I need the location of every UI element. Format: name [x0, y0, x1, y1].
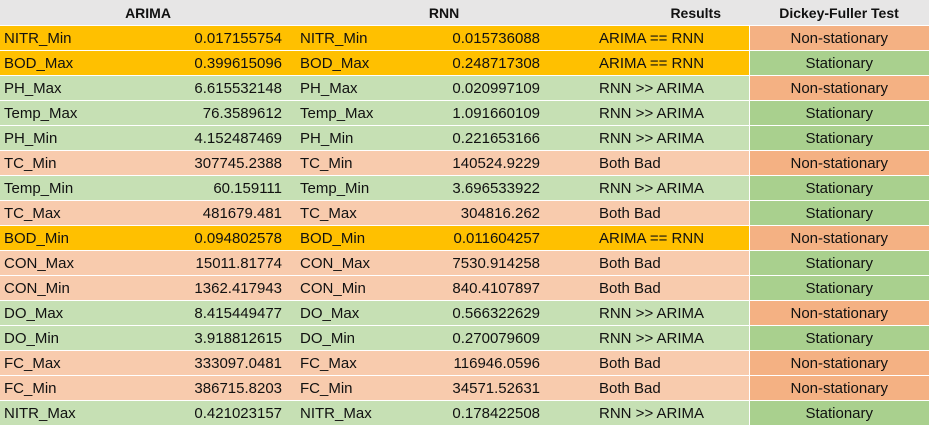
rnn-value: 0.015736088 — [400, 26, 592, 51]
rnn-value: 0.270079609 — [400, 326, 592, 351]
arima-variable: NITR_Min — [0, 26, 104, 51]
dickey-fuller-result: Non-stationary — [749, 151, 929, 176]
rnn-variable: NITR_Min — [296, 26, 400, 51]
result-label: Both Bad — [592, 376, 749, 401]
table-row — [0, 376, 929, 401]
header-results: Results — [592, 0, 749, 26]
rnn-variable: BOD_Min — [296, 226, 400, 251]
arima-variable: BOD_Max — [0, 51, 104, 76]
arima-variable: Temp_Min — [0, 176, 104, 201]
rnn-value: 116946.0596 — [400, 351, 592, 376]
dickey-fuller-result: Non-stationary — [749, 76, 929, 101]
dickey-fuller-result: Non-stationary — [749, 226, 929, 251]
rnn-variable: CON_Max — [296, 251, 400, 276]
rnn-variable: CON_Min — [296, 276, 400, 301]
arima-value: 0.017155754 — [104, 26, 296, 51]
arima-value: 6.615532148 — [104, 76, 296, 101]
result-label: Both Bad — [592, 201, 749, 226]
rnn-variable: PH_Min — [296, 126, 400, 151]
table-row — [0, 76, 929, 101]
result-label: Both Bad — [592, 276, 749, 301]
result-label: ARIMA == RNN — [592, 226, 749, 251]
result-label: Both Bad — [592, 151, 749, 176]
rnn-variable: TC_Max — [296, 201, 400, 226]
rnn-variable: DO_Max — [296, 301, 400, 326]
arima-variable: TC_Max — [0, 201, 104, 226]
arima-value: 4.152487469 — [104, 126, 296, 151]
arima-value: 3.918812615 — [104, 326, 296, 351]
arima-variable: PH_Max — [0, 76, 104, 101]
dickey-fuller-result: Stationary — [749, 276, 929, 301]
rnn-value: 1.091660109 — [400, 101, 592, 126]
arima-value: 0.421023157 — [104, 401, 296, 426]
dickey-fuller-result: Non-stationary — [749, 376, 929, 401]
arima-variable: BOD_Min — [0, 226, 104, 251]
arima-variable: CON_Min — [0, 276, 104, 301]
table-row — [0, 26, 929, 51]
table-row — [0, 276, 929, 301]
rnn-variable: PH_Max — [296, 76, 400, 101]
dickey-fuller-result: Stationary — [749, 201, 929, 226]
rnn-value: 0.020997109 — [400, 76, 592, 101]
result-label: Both Bad — [592, 351, 749, 376]
dickey-fuller-result: Stationary — [749, 176, 929, 201]
header-rnn: RNN — [296, 0, 592, 26]
arima-variable: Temp_Max — [0, 101, 104, 126]
arima-value: 307745.2388 — [104, 151, 296, 176]
arima-value: 8.415449477 — [104, 301, 296, 326]
arima-variable: DO_Max — [0, 301, 104, 326]
dickey-fuller-result: Stationary — [749, 101, 929, 126]
table-row — [0, 51, 929, 76]
rnn-value: 0.178422508 — [400, 401, 592, 426]
arima-value: 0.094802578 — [104, 226, 296, 251]
rnn-value: 0.011604257 — [400, 226, 592, 251]
rnn-variable: FC_Max — [296, 351, 400, 376]
dickey-fuller-result: Stationary — [749, 326, 929, 351]
rnn-value: 140524.9229 — [400, 151, 592, 176]
rnn-variable: TC_Min — [296, 151, 400, 176]
rnn-variable: DO_Min — [296, 326, 400, 351]
arima-value: 0.399615096 — [104, 51, 296, 76]
arima-value: 1362.417943 — [104, 276, 296, 301]
arima-variable: NITR_Max — [0, 401, 104, 426]
result-label: RNN >> ARIMA — [592, 176, 749, 201]
rnn-value: 840.4107897 — [400, 276, 592, 301]
arima-variable: TC_Min — [0, 151, 104, 176]
header-row — [0, 0, 929, 26]
rnn-value: 3.696533922 — [400, 176, 592, 201]
table-row — [0, 351, 929, 376]
rnn-value: 0.566322629 — [400, 301, 592, 326]
arima-value: 386715.8203 — [104, 376, 296, 401]
rnn-variable: NITR_Max — [296, 401, 400, 426]
arima-variable: CON_Max — [0, 251, 104, 276]
dickey-fuller-result: Stationary — [749, 51, 929, 76]
table-row — [0, 151, 929, 176]
rnn-value: 0.248717308 — [400, 51, 592, 76]
rnn-variable: Temp_Min — [296, 176, 400, 201]
dickey-fuller-result: Non-stationary — [749, 301, 929, 326]
rnn-value: 304816.262 — [400, 201, 592, 226]
rnn-variable: BOD_Max — [296, 51, 400, 76]
result-label: RNN >> ARIMA — [592, 401, 749, 426]
table-row — [0, 401, 929, 426]
result-label: RNN >> ARIMA — [592, 126, 749, 151]
dickey-fuller-result: Non-stationary — [749, 351, 929, 376]
dickey-fuller-result: Non-stationary — [749, 26, 929, 51]
table-row — [0, 251, 929, 276]
result-label: Both Bad — [592, 251, 749, 276]
table-row — [0, 126, 929, 151]
dickey-fuller-result: Stationary — [749, 251, 929, 276]
arima-value: 481679.481 — [104, 201, 296, 226]
result-label: RNN >> ARIMA — [592, 326, 749, 351]
arima-variable: FC_Max — [0, 351, 104, 376]
table-row — [0, 226, 929, 251]
arima-value: 60.159111 — [104, 176, 296, 201]
arima-value: 76.3589612 — [104, 101, 296, 126]
result-label: RNN >> ARIMA — [592, 101, 749, 126]
result-label: RNN >> ARIMA — [592, 76, 749, 101]
table-row — [0, 201, 929, 226]
rnn-variable: Temp_Max — [296, 101, 400, 126]
result-label: RNN >> ARIMA — [592, 301, 749, 326]
table-row — [0, 176, 929, 201]
table-row — [0, 301, 929, 326]
arima-value: 333097.0481 — [104, 351, 296, 376]
result-label: ARIMA == RNN — [592, 26, 749, 51]
rnn-value: 34571.52631 — [400, 376, 592, 401]
header-dickey-fuller: Dickey-Fuller Test — [749, 0, 929, 26]
table-row — [0, 101, 929, 126]
rnn-value: 7530.914258 — [400, 251, 592, 276]
table-row — [0, 326, 929, 351]
arima-value: 15011.81774 — [104, 251, 296, 276]
rnn-variable: FC_Min — [296, 376, 400, 401]
arima-variable: PH_Min — [0, 126, 104, 151]
dickey-fuller-result: Stationary — [749, 126, 929, 151]
header-arima: ARIMA — [0, 0, 296, 26]
arima-variable: DO_Min — [0, 326, 104, 351]
rnn-value: 0.221653166 — [400, 126, 592, 151]
result-label: ARIMA == RNN — [592, 51, 749, 76]
dickey-fuller-result: Stationary — [749, 401, 929, 426]
table-body — [0, 26, 929, 426]
arima-variable: FC_Min — [0, 376, 104, 401]
